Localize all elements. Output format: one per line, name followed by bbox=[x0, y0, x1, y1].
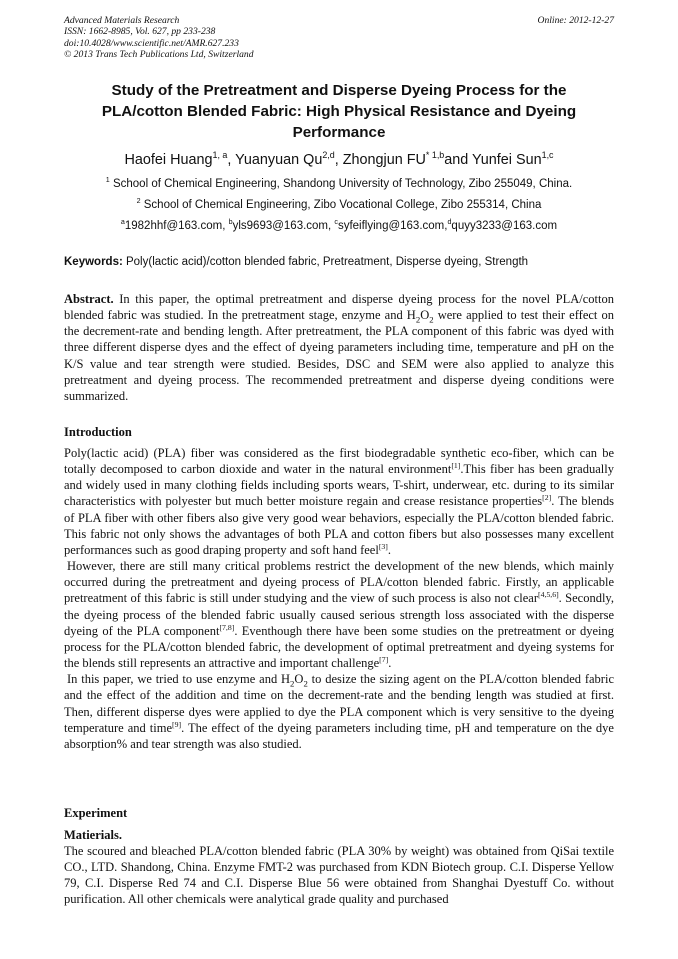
title-line-1: Study of the Pretreatment and Disperse Dyeing Process for the bbox=[111, 82, 567, 99]
paragraph-text: O bbox=[294, 672, 304, 687]
citation: [4,5,6] bbox=[537, 590, 559, 600]
paper-title bbox=[64, 80, 614, 143]
paragraph-text: In this paper, we tried to use enzyme and H bbox=[67, 672, 291, 687]
keywords bbox=[64, 255, 624, 270]
abstract-text: In this paper, the optimal pretreatment and disperse dyeing process for the novel PLA/cotton blended fabric was studied. In the pretreatment stage, enzyme and H bbox=[64, 292, 614, 323]
author-affil-sup: 1,c bbox=[541, 150, 554, 161]
citation: [9] bbox=[172, 719, 182, 729]
email-sup: b bbox=[228, 218, 233, 227]
abstract-text: O bbox=[420, 308, 430, 323]
paragraph-text: . Eventhough there have been some studies on the pretreatment or dyeing process for the PLA/cotton blended fabric, the development of optimal pretreatment and dyeing systems for the blends still represents an attractive and important challenge bbox=[64, 623, 614, 671]
email-address: quyy3233@163.com bbox=[451, 220, 558, 232]
journal-header bbox=[64, 15, 614, 60]
paragraph-text: . The effect of the dyeing parameters including time, pH and temperature on the dye absorption% and tear strength was also studied. bbox=[64, 720, 614, 751]
author-emails bbox=[64, 219, 614, 234]
author-name: Zhongjun FU bbox=[342, 152, 426, 168]
journal-name: Advanced Materials Research bbox=[64, 15, 180, 26]
paragraph-text: However, there are still many critical problems restrict the development of the new blends, which mainly occurred during the pretreatment and dyeing process of PLA/cotton blended fabric. Firstly, an applicable pretreatment of this fabric is still under studying and the view of such process is also not clear bbox=[64, 559, 614, 606]
author-name: Yuanyuan Qu bbox=[235, 152, 323, 168]
subscript: 2 bbox=[303, 678, 308, 689]
email-address: syfeiflying@163.com, bbox=[337, 220, 448, 232]
subscript: 2 bbox=[415, 314, 421, 325]
materials-paragraph: The scoured and bleached PLA/cotton blended fabric (PLA 30% by weight) was obtained from QiSai textile CO., LTD. Shandong, China. Enzyme FMT-2 was purchased from KDN Biotech group. C.I. Disperse Yellow 79, C.I. Disperse Red 74 and C.I. Disperse Blue 56 were obtained from Shanghai Dyestuff Co. without purification. All other chemicals were analytical grade quality and purchased bbox=[64, 844, 614, 907]
affiliation-text: School of Chemical Engineering, Shandong University of Technology, Zibo 255049, China. bbox=[109, 178, 573, 190]
email-address: 1982hhf@163.com, bbox=[124, 220, 229, 232]
introduction-heading: Introduction bbox=[64, 425, 132, 439]
citation: [1] bbox=[451, 461, 461, 470]
paragraph-text: . Secondly, the dyeing process of the blended fabric usually caused serious strength loss associated with the disperse dyeing of the PLA component bbox=[64, 591, 614, 638]
author-affil-sup: * 1,b bbox=[425, 150, 445, 161]
title-line-2: PLA/cotton Blended Fabric: High Physical Resistance and Dyeing bbox=[101, 103, 577, 120]
author-separator: , bbox=[227, 152, 236, 168]
email-sup: d bbox=[447, 218, 452, 227]
paragraph-text: . bbox=[387, 542, 391, 557]
materials-subheading: Matierials. bbox=[64, 828, 122, 842]
paragraph-text: . The blends of PLA fiber with other fibers also give very good wear behaviors, especially the PLA/cotton blended fabric. This fabric not only shows the advantages of both PLA and cotton fibers but also possesses many excellent performances such as good draping property and soft hand feel bbox=[64, 494, 614, 557]
email-sup: a bbox=[120, 218, 125, 227]
issn-line: ISSN: 1662-8985, Vol. 627, pp 233-238 bbox=[64, 26, 216, 38]
citation: [7,8] bbox=[219, 622, 235, 632]
abstract bbox=[64, 291, 614, 404]
experiment-heading: Experiment bbox=[64, 806, 128, 820]
author-affil-sup: 2,d bbox=[322, 150, 335, 161]
affiliation-sup: 1 bbox=[105, 176, 110, 185]
author-affil-sup: 1, a bbox=[212, 150, 228, 161]
citation: [7] bbox=[379, 654, 389, 664]
paragraph-text: .This fiber has been gradually and widely used in many clothing fields including sports wears, T-shirt, underwear, etc. during to its similar characteristics with polyester but much better moisture regain and crease resistance properties bbox=[64, 462, 614, 509]
doi-line: doi:10.4028/www.scientific.net/AMR.627.233 bbox=[64, 37, 239, 49]
citation: [3] bbox=[378, 541, 388, 551]
affiliation-sup: 2 bbox=[136, 197, 141, 206]
subscript: 2 bbox=[290, 678, 295, 689]
author-name: Yunfei Sun bbox=[472, 152, 542, 168]
citation: [2] bbox=[542, 493, 552, 503]
abstract-text: were applied to test their effect on the decrement-rate and bending length. After pretreatment, the PLA component of this fabric was dyed with three different disperse dyes and the effect of dyeing parameters including time, temperature and pH on the K/S value and tear strength were studied. Besides, DSC and SEM were also applied to analyze this pretreatment and dyeing process. The recommended pretreatment and disperse dyeing conditions were summarized. bbox=[64, 308, 614, 403]
affiliation-2 bbox=[64, 198, 614, 213]
title-line-3: Performance bbox=[292, 124, 386, 141]
author-and: and bbox=[444, 152, 472, 168]
email-sup: c bbox=[334, 218, 338, 227]
paragraph-text: Poly(lactic acid) (PLA) fiber was considered as the first biodegradable synthetic eco-fiber, which can be totally decomposed to carbon dioxide and water in the natural environment bbox=[64, 446, 614, 477]
keywords-label: Keywords: bbox=[64, 256, 123, 268]
author-name: Haofei Huang bbox=[124, 152, 213, 168]
keywords-text: Poly(lactic acid)/cotton blended fabric, Pretreatment, Disperse dyeing, Strength bbox=[122, 256, 529, 268]
introduction-paragraph-1 bbox=[64, 445, 614, 752]
email-address: yls9693@163.com, bbox=[232, 220, 335, 232]
affiliation-text: School of Chemical Engineering, Zibo Vocational College, Zibo 255314, China bbox=[140, 199, 542, 211]
online-date: Online: 2012-12-27 bbox=[537, 15, 614, 26]
subscript: 2 bbox=[429, 314, 434, 325]
abstract-label: Abstract. bbox=[64, 292, 114, 306]
affiliation-1 bbox=[64, 177, 614, 192]
paragraph-text: . bbox=[388, 656, 392, 671]
author-list bbox=[64, 151, 614, 169]
paragraph-text: to desize the sizing agent on the PLA/cotton blended fabric and the effect of the addition and time on the decrement-rate and the bending length was studied at first. Then, different disperse dyes were applied to dye the PLA component which is very sensitive to the dyeing temperature and time bbox=[64, 672, 614, 735]
copyright-line: © 2013 Trans Tech Publications Ltd, Switzerland bbox=[64, 48, 254, 60]
author-separator: , bbox=[334, 152, 343, 168]
